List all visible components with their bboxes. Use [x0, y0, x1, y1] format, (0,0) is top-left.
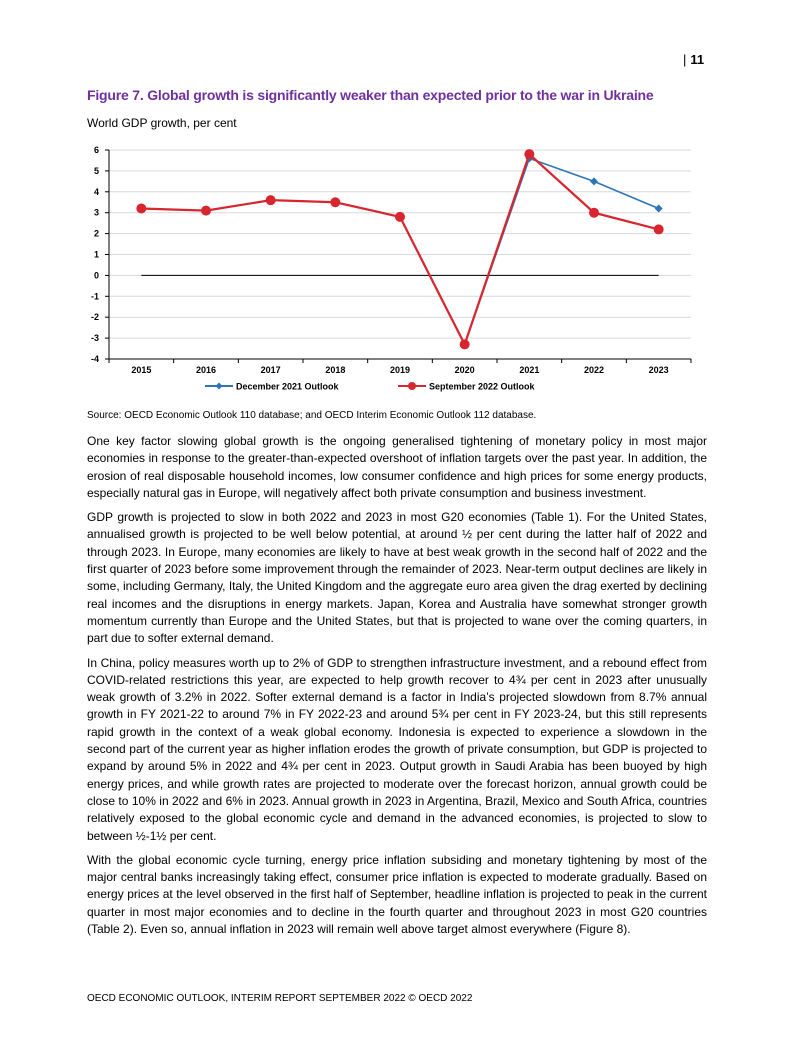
y-tick-label: 1	[93, 249, 99, 260]
body-text	[87, 433, 707, 945]
x-tick-label: 2020	[454, 365, 475, 375]
y-tick-label: -3	[90, 333, 99, 344]
page-number-separator: |	[683, 52, 687, 67]
data-point	[460, 339, 470, 349]
y-tick-label: 3	[93, 207, 99, 218]
x-tick-label: 2019	[389, 365, 411, 375]
paragraph: In China, policy measures worth up to 2% of GDP to strengthen infrastructure investment, and a rebound effect from COVID-related restrictions this year, are expected to help growth recover to 4¾ per cent in 2023 after unusually weak growth of 3.2% in 2022. Softer external demand is a factor in India’s projected slowdown from 8.7% annual growth in FY 2021-22 to around 7% in FY 2022-23 and around 5¾ per cent in FY 2023-24, but this still represents rapid growth in the context of a weak global economy. Indonesia is expected to experience a slowdown in the second part of the current year as higher inflation erodes the growth of private consumption, but GDP is projected to expand by around 5% in 2022 and 4¾ per cent in 2023. Output growth in Saudi Arabia has been buoyed by high energy prices, and while growth rates are projected to moderate over the forecast horizon, annual growth could be close to 10% in 2022 and 6% in 2023. Annual growth in 2023 in Argentina, Brazil, Mexico and South Africa, countries relatively exposed to the global economic cycle and demand in the advanced economies, is projected to slow to between ½-1½ per cent.	[87, 655, 707, 843]
y-tick-label: 0	[93, 270, 99, 281]
y-tick-label: -2	[90, 312, 99, 323]
figure-source: Source: OECD Economic Outlook 110 database; and OECD Interim Economic Outlook 112 database.	[87, 410, 537, 421]
x-tick-label: 2021	[519, 365, 540, 375]
x-tick-label: 2018	[325, 365, 346, 375]
data-point	[524, 149, 534, 159]
series-line	[141, 158, 658, 344]
data-point	[395, 212, 405, 222]
data-point	[201, 206, 211, 216]
page-number	[683, 52, 704, 67]
y-tick-label: 2	[93, 228, 99, 239]
x-tick-label: 2015	[131, 365, 152, 375]
x-tick-label: 2022	[583, 365, 605, 375]
legend-marker	[216, 383, 223, 390]
data-point	[589, 208, 599, 218]
paragraph: One key factor slowing global growth is the ongoing generalised tightening of monetary policy in most major economies in response to the greater-than-expected overshoot of inflation targets over the past year. In addition, the erosion of real disposable household incomes, low consumer confidence and high prices for some energy products, especially natural gas in Europe, will negatively affect both private consumption and business investment.	[87, 434, 707, 500]
x-tick-label: 2017	[260, 365, 281, 375]
data-point	[590, 177, 598, 185]
x-tick-label: 2016	[195, 365, 217, 375]
figure-title: Figure 7. Global growth is significantly weaker than expected prior to the war in Ukraine	[87, 87, 654, 103]
paragraph: With the global economic cycle turning, energy price inflation subsiding and monetary tightening by most of the major central banks increasingly taking effect, consumer price inflation is expected to moderate gradually. Based on energy prices at the level observed in the first half of September, headline inflation is projected to peak in the current quarter in most major economies and to decline in the fourth quarter and throughout 2023 in most G20 countries (Table 2). Even so, annual inflation in 2023 will remain well above target almost everywhere (Figure 8).	[87, 852, 707, 937]
y-tick-label: -4	[90, 354, 99, 364]
data-point	[266, 195, 276, 205]
page-number-value: 11	[690, 52, 705, 67]
data-point	[330, 197, 340, 207]
data-point	[654, 224, 664, 234]
figure-subtitle: World GDP growth, per cent	[87, 116, 237, 130]
legend-marker	[408, 382, 416, 390]
paragraph: GDP growth is projected to slow in both 2022 and 2023 in most G20 economies (Table 1). For the United States, annualised growth is projected to be well below potential, at around ½ per cent during the latter half of 2022 and through 2023. In Europe, many economies are likely to have at best weak growth in the second half of 2022 and the first quarter of 2023 before some improvement through the remainder of 2023. Near-term output declines are likely in some, including Germany, Italy, the United Kingdom and the aggregate euro area given the drag exerted by declining real incomes and the disruptions in energy markets. Japan, Korea and Australia have somewhat stronger growth momentum currently than Europe and the United States, but that is projected to wane over the coming quarters, in part due to softer external demand.	[87, 510, 707, 646]
legend-label: September 2022 Outlook	[429, 381, 535, 392]
x-tick-label: 2023	[648, 365, 669, 375]
y-tick-label: 5	[93, 165, 99, 176]
series-line	[141, 154, 658, 344]
page-footer: OECD ECONOMIC OUTLOOK, INTERIM REPORT SEPTEMBER 2022 © OECD 2022	[87, 993, 473, 1004]
data-point	[655, 205, 663, 213]
data-point	[136, 204, 146, 214]
legend-label: December 2021 Outlook	[236, 381, 339, 392]
y-tick-label: 6	[93, 145, 99, 155]
y-tick-label: 4	[93, 186, 99, 197]
gdp-growth-chart	[80, 140, 710, 400]
y-tick-label: -1	[90, 291, 99, 302]
